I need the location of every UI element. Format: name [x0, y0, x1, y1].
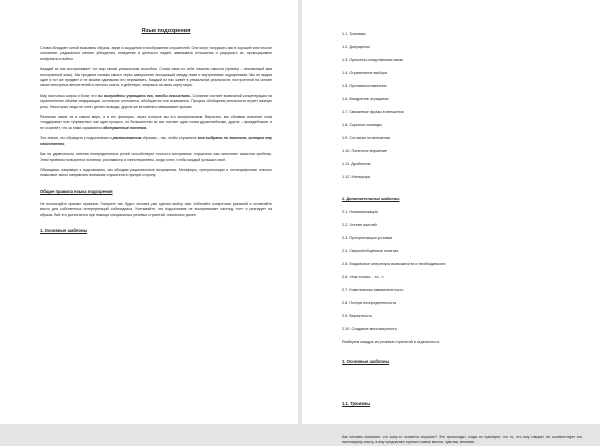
- toc-item: 1.5. Противопоставление: [342, 84, 387, 88]
- paragraph: Это значит, что обращать к подсознанию и расплывчатым образам – так, чтобы слушатель мог выбрать по значению, которое ему свойственно.: [40, 136, 272, 146]
- emphasis-text: вынуждены упрощать его, чтобы осмыслить.: [103, 93, 192, 98]
- paragraph: Как ни удивительно, мнения неопределенных речей способствуют точности восприятия: слушатель сам заполняет смыслом пробелы. Этим приёмом пользуются политики, рекламисты и гипнотерапевты, когда хотят, чтобы каждый услышал своё.: [40, 152, 272, 162]
- toc-item: 1.8. Скрытые команды: [342, 123, 382, 127]
- toc-item: 1.11. Дробление: [342, 162, 371, 166]
- subsection-heading: 1.1. Трюизмы: [342, 401, 370, 406]
- toc-list: [342, 206, 582, 336]
- paragraph: Различия лежат не в самом мире, а в тех фильтрах, через которые мы его воспринимаем. Вероятно, мы обьявим значение слов «поддержка» или «упрямство» как один процесс, но большинство из нас считает одни слова дружелюбными, другие – враждебными, и не осознаёт, что за ними скрываются абстрактные понятия.: [40, 115, 272, 130]
- toc-item: 1.4. Ограничение выбора: [342, 71, 387, 75]
- document-title: Язык подозрения: [141, 28, 191, 34]
- emphasis-text: расплывчатым: [112, 136, 142, 141]
- toc-item: 1.12. Метафора: [342, 175, 370, 179]
- section-heading: 1. Основные шаблоны: [40, 227, 88, 233]
- toc-item: 2.2. Чтение мыслей: [342, 223, 377, 227]
- toc-item: 1.3. Причинно-следственная связь: [342, 58, 404, 62]
- toc-item: 1.2. Допущения: [342, 45, 370, 49]
- toc-item: 2.6. «Как только... то...»: [342, 275, 384, 279]
- toc-item: 1.7. Связанные фразы в внешении: [342, 110, 404, 114]
- toc-note: Разберем каждую из речевых стратегий в отдельности.: [342, 340, 440, 344]
- section-heading: Общие правила языка подозрения: [40, 188, 113, 194]
- toc-item: 2.4. Сверхобобщённые понятия: [342, 249, 399, 253]
- paragraph: Каждый из нас воспринимает тот мир своим уникальным способом. Слова сами по себе лишены смысла (пример – незнакомый вам иностранный язык). Мы придаем словам смысл через завершение ассоциаций между ними и внутренними ощущениями. Мы не видим один и тот же предмет и не можем одинаково его переживать. Каждый из нас живёт в уникальной реальности, построенной на основе своих сенсорных впечатлений и личного опыта, и действует, опираясь на свою карту мира.: [40, 67, 272, 88]
- emphasis-text: мог выбрать по значению, которое ему свойственно: [40, 136, 272, 146]
- toc-list: [342, 28, 582, 184]
- paragraph: Как человек понимает, что кому-то пытается внушить? Это происходит, когда он чувствует, что то, что ему говорят, не соответствует его настоящему опыту, а ему предлагают принять новые мысли, чувства, желания.: [342, 435, 582, 445]
- paragraph: Слова обладают силой вызывать образы, звуки и ощущения в воображении слушателей. Они могут погружать нас в хорошее или плохое состояние, радикально менять убеждения, поведение и ценности людей, завязывать отношения и разрушать их, провоцировать конфликты и войны.: [40, 46, 272, 61]
- section-heading: 1. Основные шаблоны: [342, 359, 390, 364]
- toc-item: 1.10. Понятное внушение: [342, 149, 388, 153]
- toc-item: 1.1. Трюизмы: [342, 32, 366, 36]
- toc-item: 2.5. Модальные операторы возможности и необходимости: [342, 262, 446, 266]
- left-page: [0, 0, 298, 424]
- toc-item: 1.9. Согласие по внешении: [342, 136, 391, 140]
- toc-item: 2.7. Комплексная эквивалентность: [342, 288, 404, 292]
- toc-item: 1.6. Внедрение отрицания: [342, 97, 389, 101]
- paragraph: Мир настолько широк и богат, что мы вынуждены упрощать его, чтобы осмыслить. Сознание считает возможной концентрацию на ограниченном объёме информации, остальное отсекается, обобщается или искажается. Процесс обобщения реальности играет важную роль. Некоторые люди не хотят делать выводы, другие же мгновенно навешивают ярлыки.: [40, 93, 273, 109]
- paragraph: Не используйте прямых приказов. Говорите так, будто человек уже сделал выбор сам. Избегайте конкретных указаний и оставляйте место для собственных интерпретаций собеседника. Учитывайте, что подсознание не воспринимает частицу «не» и реагирует на образы. Всё это достигается при помощи специальных речевых стратегий, описанных далее.: [40, 201, 272, 217]
- toc-item: 2.3. Пресуппозиция условии: [342, 236, 392, 240]
- emphasis-text: абстрактные понятия.: [103, 125, 148, 130]
- toc-item: 2.10. Создание многомерности: [342, 327, 397, 331]
- toc-heading: 2. Дополнительные шаблоны: [342, 196, 400, 201]
- toc-item: 2.1. Номинализация: [342, 210, 378, 214]
- paragraph: Обращаясь напрямую к подсознанию, мы обходим рациональные возражения. Метафоры, пресуппозиции и неспецифичные глаголы позволяют мягко направлять внимание слушателя в нужную сторону.: [40, 167, 272, 178]
- toc-item: 2.9. Вероятность: [342, 314, 372, 318]
- toc-item: 2.8. Потеря неопределенности: [342, 301, 397, 305]
- right-page: [302, 0, 600, 445]
